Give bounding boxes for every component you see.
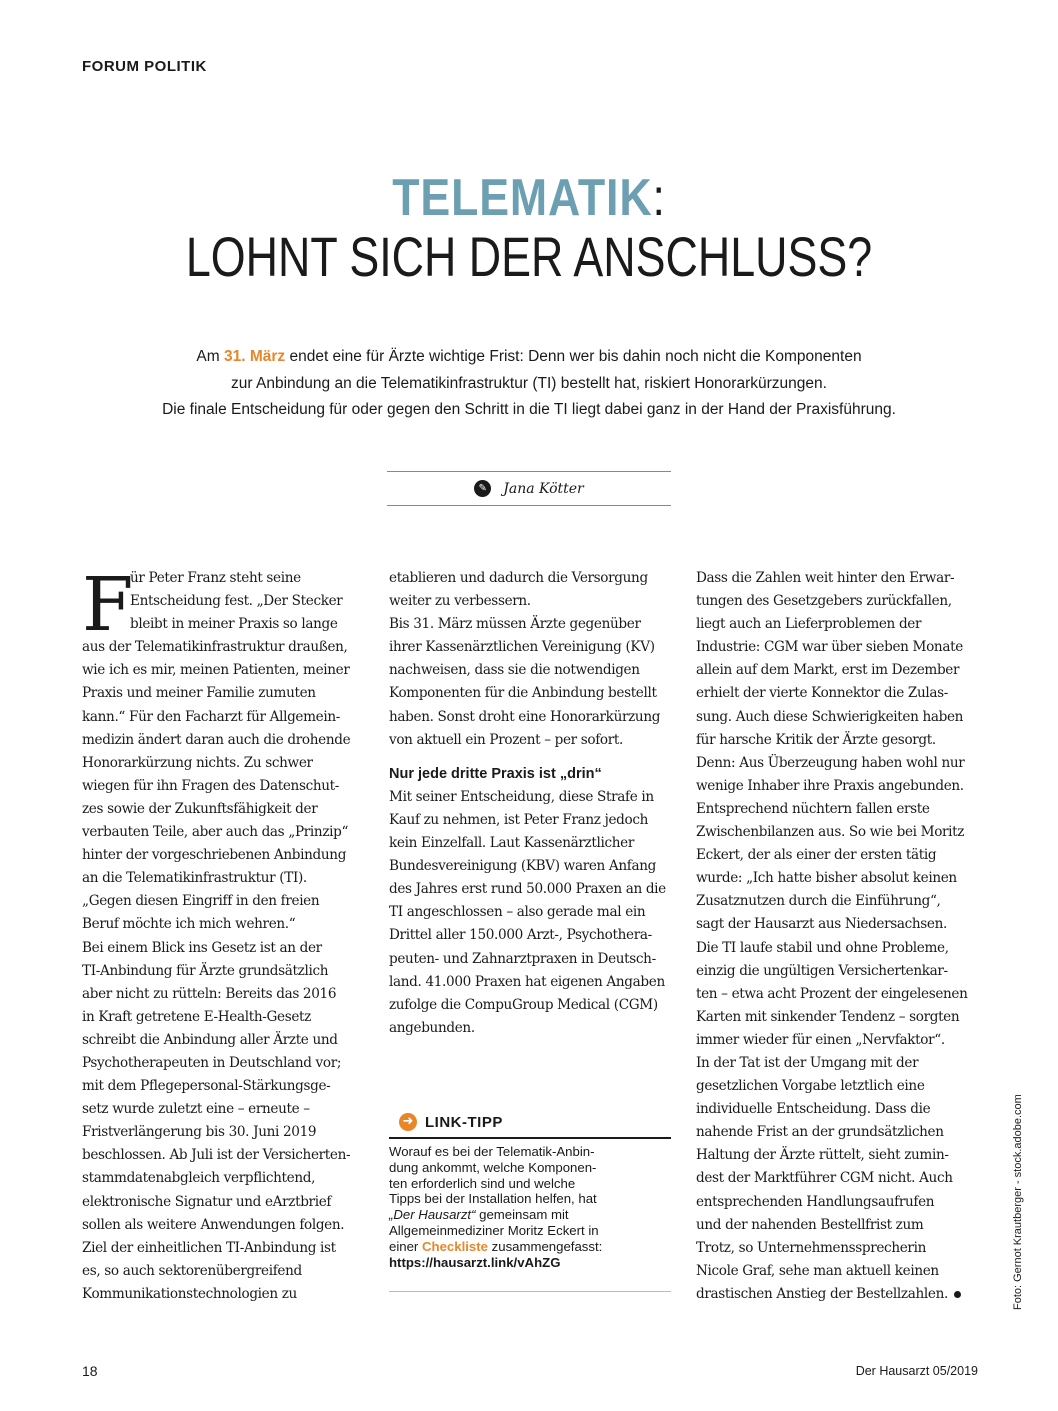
link-tip-bottom-rule xyxy=(389,1291,671,1292)
article-column-1 xyxy=(82,562,372,1306)
text-line: tungen des Gesetzgebers zurückfallen, xyxy=(696,593,952,610)
text-line: gesetzlichen Vorgabe letztlich eine xyxy=(696,1078,925,1095)
link-tip-line xyxy=(389,1207,671,1223)
text-line: Bundesvereinigung (KBV) waren Anfang xyxy=(389,858,656,875)
text-line: TI angeschlossen – also gerade mal ein xyxy=(389,904,646,921)
text-line: bleibt in meiner Praxis so lange xyxy=(130,616,338,633)
text-line: entsprechenden Handlungsaufrufen xyxy=(696,1193,935,1210)
link-tip-box xyxy=(389,1109,671,1270)
drop-cap: F xyxy=(82,562,133,648)
headline-keyword xyxy=(74,168,984,228)
text-line: Ziel der einheitlichen TI-Anbindung ist xyxy=(82,1239,336,1256)
text-line: Nicole Graf, sehe man aktuell keinen xyxy=(696,1262,939,1279)
text-line: und der nahenden Bestellfrist zum xyxy=(696,1216,924,1233)
text-line: Beruf möchte ich mich wehren.“ xyxy=(82,916,296,933)
end-mark-icon xyxy=(954,1291,961,1298)
text-line: wenige Inhaber ihre Praxis angebunden. xyxy=(696,777,964,794)
text-line: immer wieder für einen „Nervfaktor“. xyxy=(696,1031,945,1048)
text-line: sollen als weitere Anwendungen folgen. xyxy=(82,1216,345,1233)
link-tip-body xyxy=(389,1144,671,1270)
link-tip-line: Tipps bei der Installation helfen, hat xyxy=(389,1191,597,1207)
text-line: Entscheidung fest. „Der Stecker xyxy=(130,593,343,610)
text-line: Haltung der Ärzte rüttelt, sieht zumin- xyxy=(696,1147,949,1164)
author-byline xyxy=(387,471,671,506)
pen-icon: ✎ xyxy=(474,480,491,497)
section-label: FORUM POLITIK xyxy=(82,58,207,75)
text-line: beschlossen. Ab Juli ist der Versicherten- xyxy=(82,1147,351,1164)
paragraph-spacer xyxy=(389,752,671,763)
text-line: sung. Auch diese Schwierigkeiten haben xyxy=(696,708,964,725)
text-line: aus der Telematikinfrastruktur draußen, xyxy=(82,639,348,656)
headline-colon: : xyxy=(652,169,666,227)
text-line: land. 41.000 Praxen hat eigenen Angaben xyxy=(389,973,665,990)
text-line: hinter der vorgeschriebenen Anbindung xyxy=(82,847,347,864)
publication-issue: Der Hausarzt 05/2019 xyxy=(855,1364,978,1378)
text-line: in Kraft getretene E-Health-Gesetz xyxy=(82,1008,311,1025)
text-line: „Gegen diesen Eingriff in den freien xyxy=(82,893,320,910)
lead-paragraph xyxy=(60,344,998,424)
text-line: für harsche Kritik der Ärzte gesorgt. xyxy=(696,731,936,748)
text-line: stammdatenabgleich verpflichtend, xyxy=(82,1170,316,1187)
headline-keyword-text: TELEMATIK xyxy=(392,169,653,227)
text-line: nahende Frist an der grundsätzlichen xyxy=(696,1124,944,1141)
lead-line-1-post: endet eine für Ärzte wichtige Frist: Denn wer bis dahin noch nicht die Komponenten xyxy=(285,348,862,365)
link-tip-line: dung ankommt, welche Komponen- xyxy=(389,1159,597,1175)
text-line: etablieren und dadurch die Versorgung xyxy=(389,570,648,586)
text-line: drastischen Anstieg der Bestellzahlen. xyxy=(696,1283,978,1306)
text-line: Komponenten für die Anbindung bestellt xyxy=(389,685,657,702)
text-line: Die TI laufe stabil und ohne Probleme, xyxy=(696,939,949,956)
publication-name: „Der Hausarzt“ xyxy=(389,1207,476,1223)
text-line: Kauf zu nehmen, ist Peter Franz jedoch xyxy=(389,811,648,828)
text-line: ten – etwa acht Prozent der eingelesenen xyxy=(696,985,968,1002)
text-line: zufolge die CompuGroup Medical (CGM) xyxy=(389,996,658,1013)
lead-line-2: zur Anbindung an die Telematikinfrastruktur (TI) bestellt hat, riskiert Honorarkürzungen. xyxy=(231,374,827,392)
text-line: es, so auch sektorenübergreifend xyxy=(82,1262,302,1279)
text-line: an die Telematikinfrastruktur (TI). xyxy=(82,870,307,887)
text-line: kein Einzelfall. Laut Kassenärztlicher xyxy=(389,835,634,852)
text-line: liegt auch an Lieferproblemen der xyxy=(696,616,922,633)
text-line: individuelle Entscheidung. Dass die xyxy=(696,1101,931,1118)
subheading: Nur jede dritte Praxis ist „drin“ xyxy=(389,765,602,782)
text-line: wie ich es mir, meinen Patienten, meiner xyxy=(82,662,350,679)
text-line: erhielt der vierte Konnektor die Zulas- xyxy=(696,685,949,702)
author-name: Jana Kötter xyxy=(503,480,584,497)
text-line: Bis 31. März müssen Ärzte gegenüber xyxy=(389,616,641,633)
text-line: setz wurde zuletzt eine – erneute – xyxy=(82,1101,310,1118)
text-line: des Jahres erst rund 50.000 Praxen an die xyxy=(389,881,666,898)
text-line: In der Tat ist der Umgang mit der xyxy=(696,1054,919,1071)
lead-deadline-highlight: 31. März xyxy=(223,348,286,365)
text-line: von aktuell ein Prozent – per sofort. xyxy=(389,731,623,748)
text-line: ihrer Kassenärztlichen Vereinigung (KV) xyxy=(389,639,655,656)
link-tip-line: Worauf es bei der Telematik-Anbin- xyxy=(389,1144,595,1159)
link-tip-line: ten erforderlich sind und welche xyxy=(389,1175,576,1191)
text-line: sagt der Hausarzt aus Niedersachsen. xyxy=(696,916,948,933)
text-line: Eckert, der als einer der ersten tätig xyxy=(696,847,937,864)
link-tip-line: Allgemeinmediziner Moritz Eckert in xyxy=(389,1222,599,1238)
page-number: 18 xyxy=(82,1363,98,1379)
text-line: Mit seiner Entscheidung, diese Strafe in xyxy=(389,788,654,805)
text-line: Industrie: CGM war über sieben Monate xyxy=(696,639,963,656)
link-tip-title: LINK-TIPP xyxy=(425,1113,503,1131)
link-tip-text: gemeinsam mit xyxy=(475,1207,569,1223)
text-line: Denn: Aus Überzeugung haben wohl nur xyxy=(696,754,965,771)
text-line: TI-Anbindung für Ärzte grundsätzlich xyxy=(82,962,329,979)
text-line: weiter zu verbessern. xyxy=(389,593,531,610)
arrow-right-icon: ➜ xyxy=(399,1113,417,1131)
link-tip-line xyxy=(389,1239,671,1255)
text-line: Kommunikationstechnologien zu xyxy=(82,1285,297,1302)
text-line: elektronische Signatur und eArztbrief xyxy=(82,1193,332,1210)
text-line: allein auf dem Markt, erst im Dezember xyxy=(696,662,960,679)
text-line: Praxis und meiner Familie zumuten xyxy=(82,685,316,702)
text-line: Entsprechend nüchtern fallen erste xyxy=(696,800,930,817)
photo-credit: Foto: Gernot Krautberger - stock.adobe.com xyxy=(1012,1094,1024,1310)
text-line: Psychotherapeuten in Deutschland vor; xyxy=(82,1054,342,1071)
lead-line-1-pre: Am xyxy=(196,348,224,365)
link-tip-url[interactable]: https://hausarzt.link/vAhZG xyxy=(389,1254,561,1270)
link-tip-header xyxy=(389,1109,671,1135)
lead-line-3: Die finale Entscheidung für oder gegen den Schritt in die TI liegt dabei ganz in der Hand der Praxisführung. xyxy=(162,401,896,418)
text-line: Fristverlängerung bis 30. Juni 2019 xyxy=(82,1124,317,1141)
text-line: Zusatznutzen durch die Einführung“, xyxy=(696,893,941,910)
text-line: haben. Sonst droht eine Honorarkürzung xyxy=(389,708,661,725)
text-line: einzig die ungültigen Versichertenkar- xyxy=(696,962,948,979)
text-line: Zwischenbilanzen aus. So wie bei Moritz xyxy=(696,824,965,841)
text-line: nachweisen, dass sie die notwendigen xyxy=(389,662,640,679)
text-line: wiegen für ihn Fragen des Datenschut- xyxy=(82,777,340,794)
text-line: aber nicht zu rütteln: Bereits das 2016 xyxy=(82,985,337,1002)
link-tip-rule xyxy=(389,1137,671,1139)
text-line: angebunden. xyxy=(389,1019,475,1036)
text-line: ür Peter Franz steht seine xyxy=(130,570,301,586)
text-line: Trotz, so Unternehmenssprecherin xyxy=(696,1239,926,1256)
text-line: dest der Marktführer CGM nicht. Auch xyxy=(696,1170,953,1187)
text-line: kann.“ Für den Facharzt für Allgemein- xyxy=(82,708,340,725)
text-line: Dass die Zahlen weit hinter den Erwar- xyxy=(696,570,955,586)
checklist-highlight: Checkliste xyxy=(422,1238,488,1254)
text-line: Bei einem Blick ins Gesetz ist an der xyxy=(82,939,322,956)
text-line: peuten- und Zahnarztpraxen in Deutsch- xyxy=(389,950,656,967)
headline-subtitle: LOHNT SICH DER ANSCHLUSS? xyxy=(185,225,873,288)
text-line: mit dem Pflegepersonal-Stärkungsge- xyxy=(82,1078,331,1095)
text-line: verbauten Teile, aber auch das „Prinzip“ xyxy=(82,824,349,841)
link-tip-text: einer xyxy=(389,1238,422,1254)
text-line: zes sowie der Zukunftsfähigkeit der xyxy=(82,800,318,817)
article-column-3 xyxy=(696,567,978,1306)
text-line: Drittel aller 150.000 Arzt-, Psychothera- xyxy=(389,927,652,944)
text-line: schreibt die Anbindung aller Ärzte und xyxy=(82,1031,338,1048)
lead-line-1 xyxy=(60,344,998,371)
text-line: medizin ändert daran auch die drohende xyxy=(82,731,351,748)
text-line: Karten mit sinkender Tendenz – sorgten xyxy=(696,1008,960,1025)
link-tip-text: zusammengefasst: xyxy=(487,1238,603,1254)
text-line: wurde: „Ich hatte bisher absolut keinen xyxy=(696,870,957,887)
text-line: Honorarkürzung nichts. Zu schwer xyxy=(82,754,313,771)
article-column-2 xyxy=(389,567,671,1040)
